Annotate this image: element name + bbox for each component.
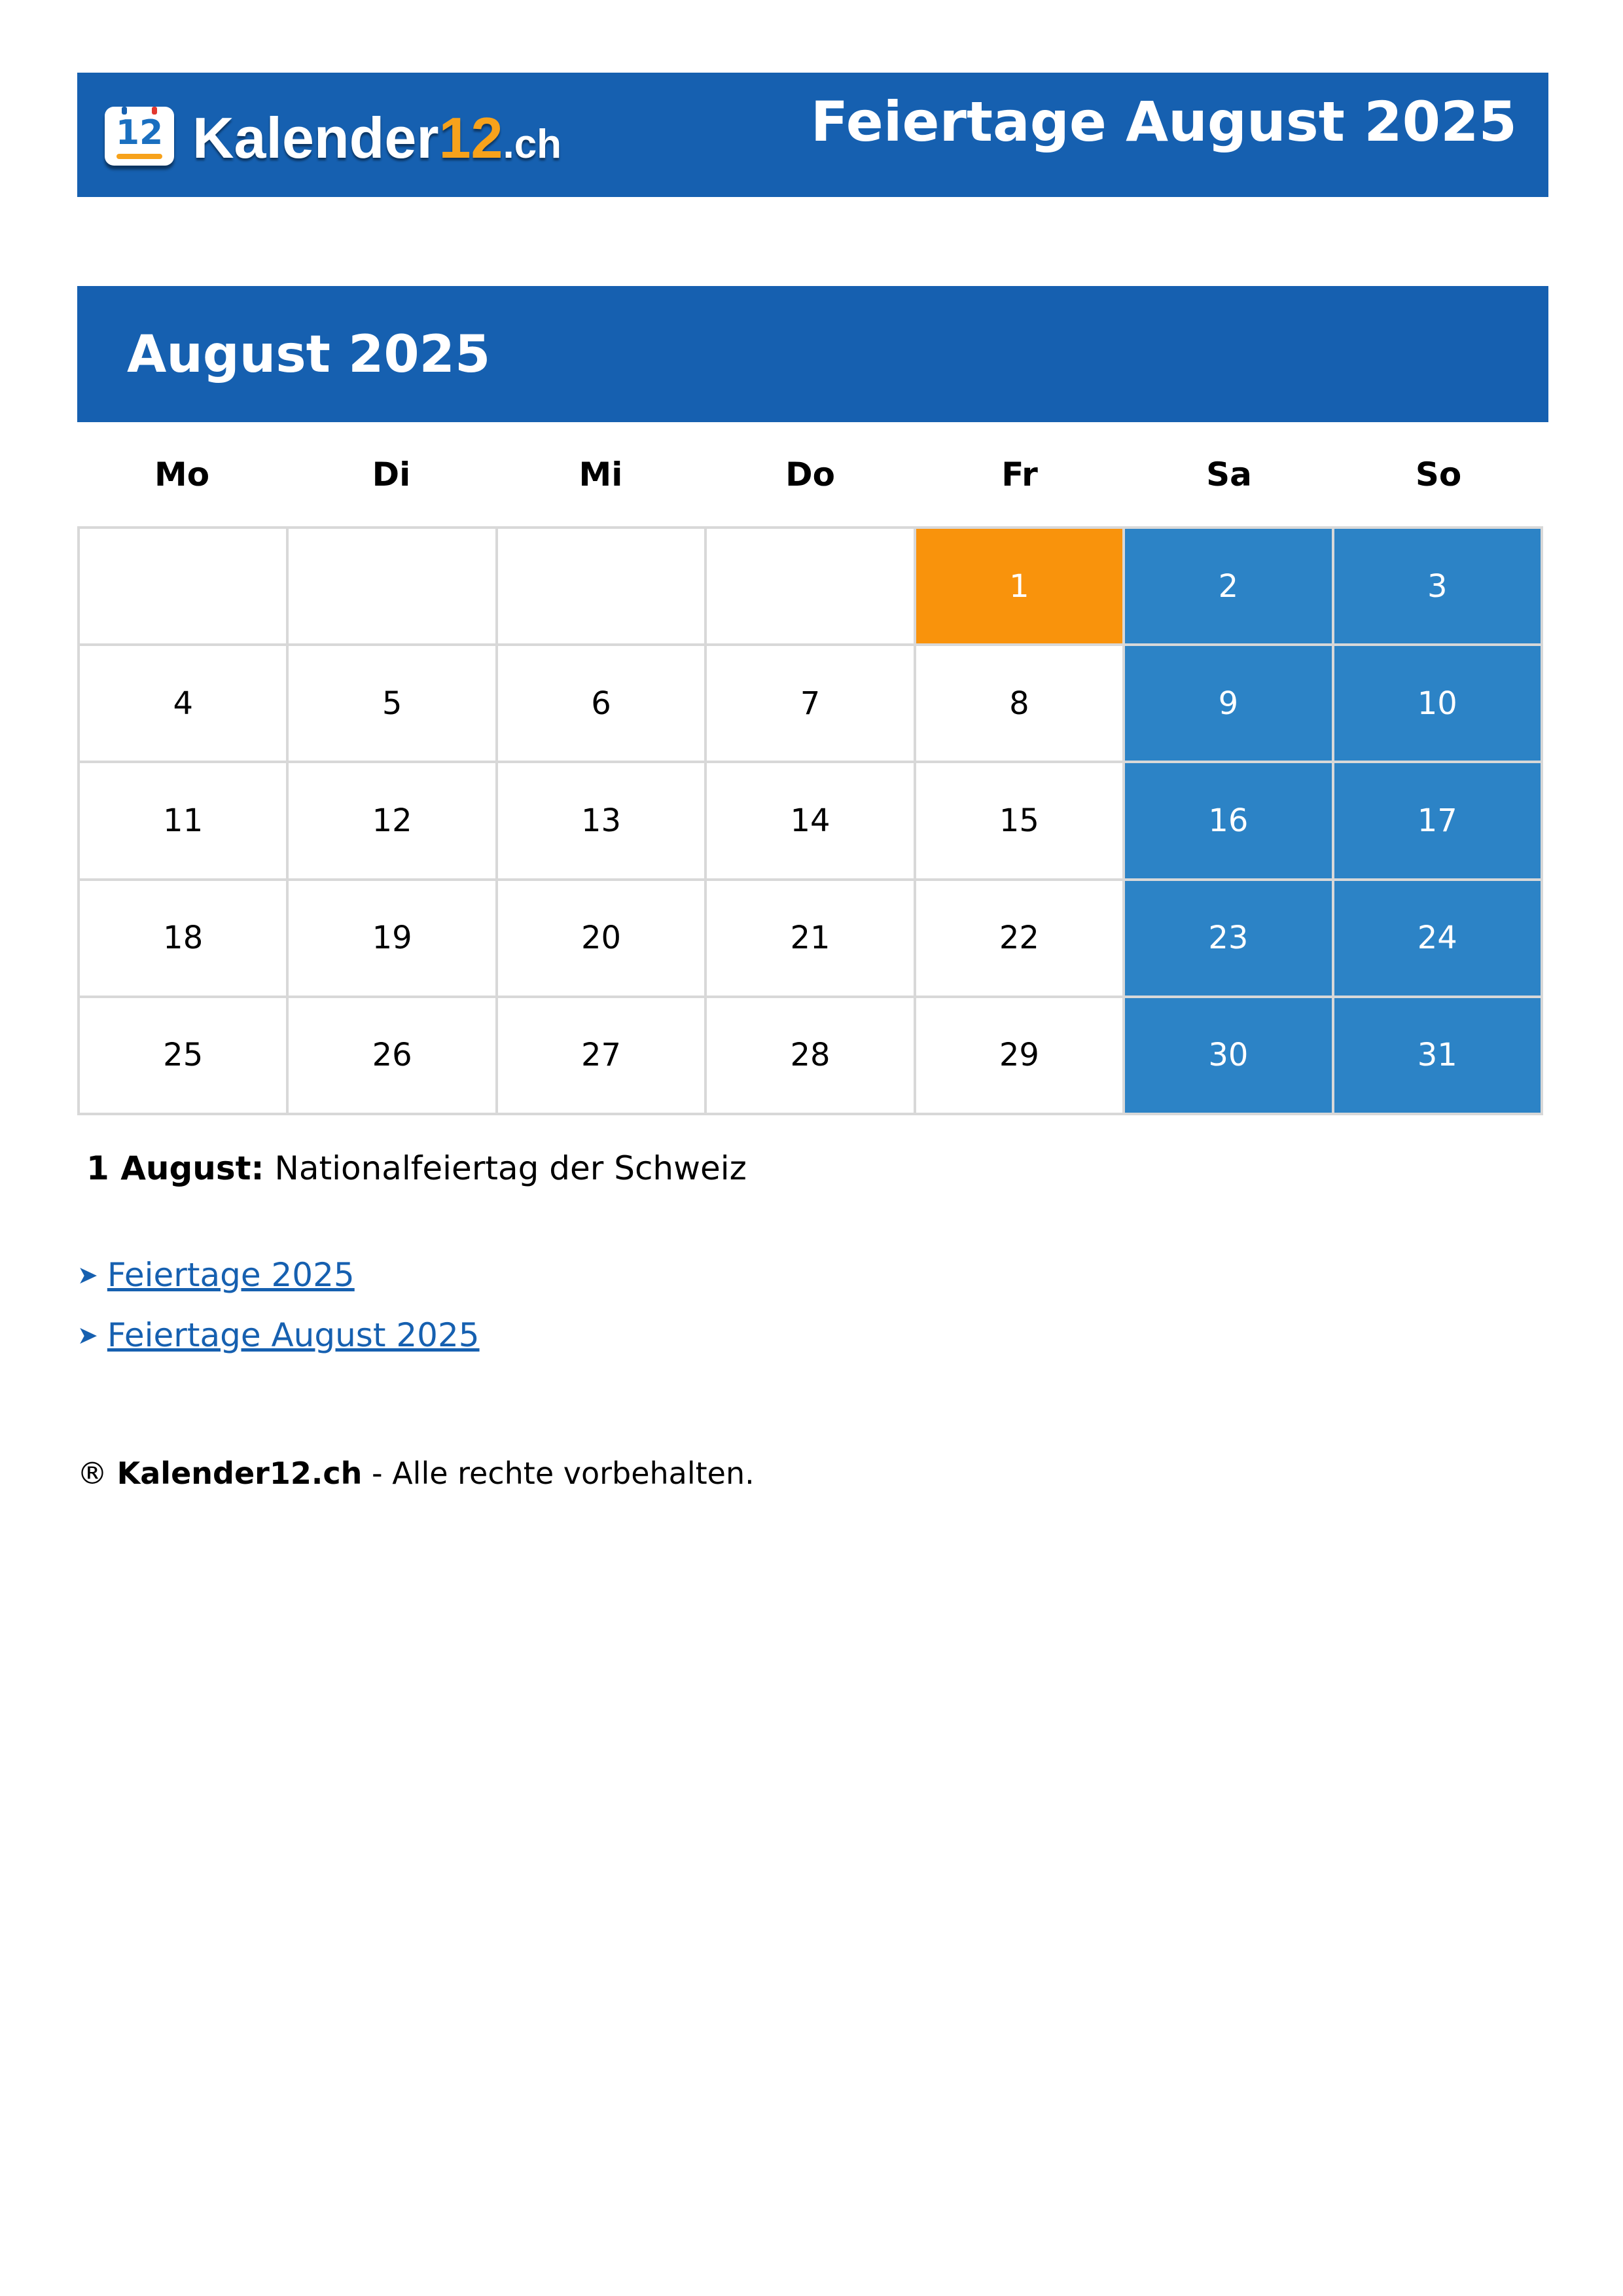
day-cell: 23 xyxy=(1125,881,1334,998)
day-cell xyxy=(289,529,497,646)
link-feiertage-august-2025[interactable]: Feiertage August 2025 xyxy=(107,1316,480,1354)
calendar-grid xyxy=(77,526,1543,1115)
day-cell: 24 xyxy=(1334,881,1543,998)
day-cell xyxy=(80,529,289,646)
day-cell: 1 xyxy=(916,529,1125,646)
day-cell: 4 xyxy=(80,646,289,763)
weekday-label: So xyxy=(1415,456,1462,493)
day-cell: 9 xyxy=(1125,646,1334,763)
day-cell: 22 xyxy=(916,881,1125,998)
day-cell: 27 xyxy=(498,998,707,1115)
day-cell xyxy=(498,529,707,646)
page-title: Feiertage August 2025 xyxy=(810,90,1517,154)
day-cell: 28 xyxy=(707,998,916,1115)
day-cell: 11 xyxy=(80,763,289,880)
day-cell: 7 xyxy=(707,646,916,763)
page-header xyxy=(77,73,1548,197)
holiday-date: 1 August: xyxy=(86,1149,264,1187)
day-cell: 20 xyxy=(498,881,707,998)
day-cell: 6 xyxy=(498,646,707,763)
weekday-label: Do xyxy=(785,456,835,493)
registered-icon: ® xyxy=(77,1456,107,1491)
weekday-label: Sa xyxy=(1206,456,1252,493)
day-cell: 30 xyxy=(1125,998,1334,1115)
day-cell: 18 xyxy=(80,881,289,998)
arrow-right-icon: ➤ xyxy=(77,1321,98,1350)
day-cell: 2 xyxy=(1125,529,1334,646)
holiday-name: Nationalfeiertag der Schweiz xyxy=(274,1149,747,1187)
link-item xyxy=(77,1245,480,1305)
day-cell: 15 xyxy=(916,763,1125,880)
logo-icon-number: 12 xyxy=(115,113,164,152)
arrow-right-icon: ➤ xyxy=(77,1261,98,1289)
page-footer xyxy=(77,1450,755,1496)
day-cell: 31 xyxy=(1334,998,1543,1115)
day-cell: 14 xyxy=(707,763,916,880)
day-cell: 26 xyxy=(289,998,497,1115)
month-title: August 2025 xyxy=(127,325,491,384)
day-cell: 25 xyxy=(80,998,289,1115)
day-cell: 29 xyxy=(916,998,1125,1115)
day-cell: 17 xyxy=(1334,763,1543,880)
day-cell: 10 xyxy=(1334,646,1543,763)
day-cell: 21 xyxy=(707,881,916,998)
weekday-label: Mi xyxy=(579,456,623,493)
logo-wordmark xyxy=(192,107,562,176)
day-cell: 16 xyxy=(1125,763,1334,880)
logo-brand-number: 12 xyxy=(438,105,503,170)
day-cell: 13 xyxy=(498,763,707,880)
weekday-label: Di xyxy=(372,456,411,493)
month-banner xyxy=(77,286,1548,422)
day-cell xyxy=(707,529,916,646)
footer-text: - Alle rechte vorbehalten. xyxy=(371,1456,755,1491)
calendar-logo-icon xyxy=(105,107,174,166)
link-feiertage-2025[interactable]: Feiertage 2025 xyxy=(107,1256,355,1294)
weekday-header-row xyxy=(77,445,1543,504)
day-cell: 3 xyxy=(1334,529,1543,646)
related-links xyxy=(77,1245,480,1365)
day-cell: 19 xyxy=(289,881,497,998)
logo-brand-tld: .ch xyxy=(503,122,562,167)
day-cell: 12 xyxy=(289,763,497,880)
day-cell: 8 xyxy=(916,646,1125,763)
footer-brand: Kalender12.ch xyxy=(116,1456,363,1491)
logo-brand-name: Kalender xyxy=(192,105,439,170)
weekday-label: Mo xyxy=(154,456,210,493)
link-item xyxy=(77,1305,480,1365)
day-cell: 5 xyxy=(289,646,497,763)
holiday-entry xyxy=(86,1145,747,1191)
weekday-label: Fr xyxy=(1001,456,1038,493)
